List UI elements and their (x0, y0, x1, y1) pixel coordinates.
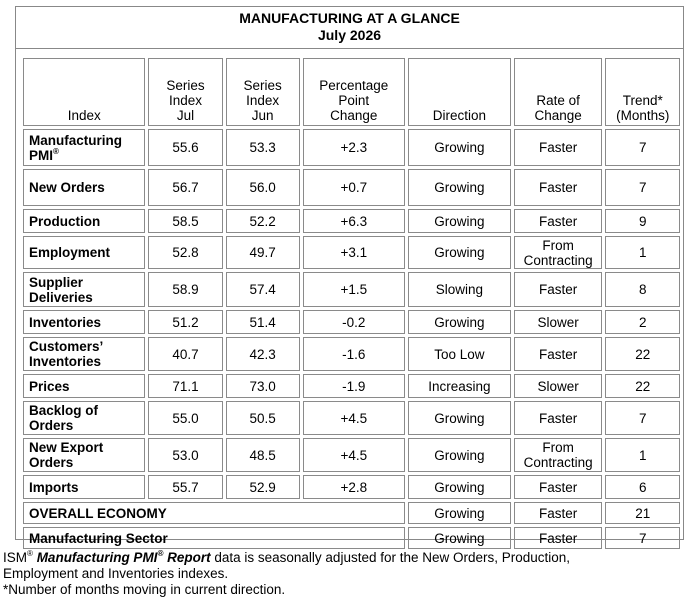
cell-series-jul: 58.9 (148, 272, 222, 307)
header-change: Percentage Point Change (303, 58, 405, 126)
table-row (23, 475, 680, 499)
cell-change: -1.6 (303, 337, 405, 371)
summary-row (23, 502, 680, 524)
cell-index: Employment (23, 236, 145, 269)
cell-trend: 6 (605, 475, 680, 499)
footnote-line1: ISM® Manufacturing PMI® Report data is seasonally adjusted for the New Orders, Production, (3, 549, 571, 565)
cell-summary-label: Manufacturing Sector (23, 527, 405, 549)
cell-series-jun: 73.0 (226, 374, 300, 398)
cell-change: +0.7 (303, 169, 405, 206)
cell-index: Inventories (23, 310, 145, 334)
table-row (23, 374, 680, 398)
cell-trend: 2 (605, 310, 680, 334)
cell-index: Supplier Deliveries (23, 272, 145, 307)
table-title-line1: MANUFACTURING AT A GLANCE (239, 10, 460, 26)
cell-trend: 21 (605, 502, 680, 524)
header-trend: Trend* (Months) (605, 58, 680, 126)
cell-trend: 9 (605, 209, 680, 233)
table-row (23, 337, 680, 371)
cell-series-jun: 56.0 (226, 169, 300, 206)
cell-change: +3.1 (303, 236, 405, 269)
cell-direction: Growing (408, 209, 511, 233)
header-index: Index (23, 58, 145, 126)
table-row (23, 310, 680, 334)
cell-trend: 7 (605, 169, 680, 206)
cell-direction: Growing (408, 475, 511, 499)
cell-change: +2.8 (303, 475, 405, 499)
cell-trend: 1 (605, 438, 680, 472)
cell-index: Prices (23, 374, 145, 398)
cell-trend: 8 (605, 272, 680, 307)
cell-rate: Faster (514, 337, 603, 371)
cell-rate: Slower (514, 374, 603, 398)
cell-series-jul: 53.0 (148, 438, 222, 472)
cell-series-jun: 42.3 (226, 337, 300, 371)
cell-trend: 22 (605, 374, 680, 398)
cell-direction: Growing (408, 527, 511, 549)
cell-direction: Growing (408, 401, 511, 435)
cell-series-jun: 48.5 (226, 438, 300, 472)
cell-series-jul: 55.0 (148, 401, 222, 435)
table-row (23, 438, 680, 472)
cell-direction: Too Low (408, 337, 511, 371)
cell-series-jul: 71.1 (148, 374, 222, 398)
footnote (0, 550, 700, 598)
cell-rate: Slower (514, 310, 603, 334)
cell-rate: Faster (514, 502, 603, 524)
cell-index: Customers’ Inventories (23, 337, 145, 371)
cell-series-jun: 50.5 (226, 401, 300, 435)
table-title-line2: July 2026 (317, 27, 382, 43)
cell-series-jun: 53.3 (226, 129, 300, 166)
cell-summary-label: OVERALL ECONOMY (23, 502, 405, 524)
cell-direction: Slowing (408, 272, 511, 307)
cell-index: Production (23, 209, 145, 233)
cell-trend: 22 (605, 337, 680, 371)
cell-direction: Increasing (408, 374, 511, 398)
cell-series-jul: 58.5 (148, 209, 222, 233)
cell-change: +6.3 (303, 209, 405, 233)
cell-change: -1.9 (303, 374, 405, 398)
header-row (23, 58, 680, 126)
cell-change: -0.2 (303, 310, 405, 334)
table-title (16, 7, 683, 49)
glance-table (20, 55, 683, 552)
cell-index: Manufacturing PMI® (23, 129, 145, 166)
header-direction: Direction (408, 58, 511, 126)
cell-direction: Growing (408, 169, 511, 206)
cell-change: +4.5 (303, 401, 405, 435)
cell-series-jul: 55.7 (148, 475, 222, 499)
cell-rate: From Contracting (514, 438, 603, 472)
cell-rate: Faster (514, 209, 603, 233)
cell-direction: Growing (408, 310, 511, 334)
cell-change: +1.5 (303, 272, 405, 307)
cell-index: New Orders (23, 169, 145, 206)
cell-direction: Growing (408, 129, 511, 166)
table-row (23, 272, 680, 307)
cell-series-jun: 52.9 (226, 475, 300, 499)
cell-rate: Faster (514, 527, 603, 549)
cell-trend: 7 (605, 129, 680, 166)
summary-row (23, 527, 680, 549)
cell-series-jun: 49.7 (226, 236, 300, 269)
cell-direction: Growing (408, 502, 511, 524)
cell-series-jun: 51.4 (226, 310, 300, 334)
cell-rate: Faster (514, 272, 603, 307)
cell-trend: 1 (605, 236, 680, 269)
cell-index: Backlog of Orders (23, 401, 145, 435)
header-series-jul: Series Index Jul (148, 58, 222, 126)
cell-trend: 7 (605, 527, 680, 549)
cell-rate: Faster (514, 169, 603, 206)
table-row (23, 401, 680, 435)
cell-change: +2.3 (303, 129, 405, 166)
table-row (23, 209, 680, 233)
cell-rate: Faster (514, 129, 603, 166)
cell-index: Imports (23, 475, 145, 499)
cell-direction: Growing (408, 438, 511, 472)
cell-series-jul: 51.2 (148, 310, 222, 334)
footnote-line3: *Number of months moving in current direction. (3, 582, 286, 597)
cell-series-jul: 55.6 (148, 129, 222, 166)
cell-rate: Faster (514, 475, 603, 499)
cell-series-jul: 56.7 (148, 169, 222, 206)
cell-series-jun: 52.2 (226, 209, 300, 233)
cell-series-jul: 40.7 (148, 337, 222, 371)
cell-series-jul: 52.8 (148, 236, 222, 269)
cell-direction: Growing (408, 236, 511, 269)
cell-index: New Export Orders (23, 438, 145, 472)
cell-rate: From Contracting (514, 236, 603, 269)
glance-table-frame (15, 6, 684, 546)
table-row (23, 129, 680, 166)
header-rate: Rate of Change (514, 58, 603, 126)
footnote-line2: Employment and Inventories indexes. (3, 566, 229, 581)
cell-series-jun: 57.4 (226, 272, 300, 307)
header-series-jun: Series Index Jun (226, 58, 300, 126)
cell-change: +4.5 (303, 438, 405, 472)
cell-rate: Faster (514, 401, 603, 435)
table-row (23, 236, 680, 269)
cell-trend: 7 (605, 401, 680, 435)
table-row (23, 169, 680, 206)
